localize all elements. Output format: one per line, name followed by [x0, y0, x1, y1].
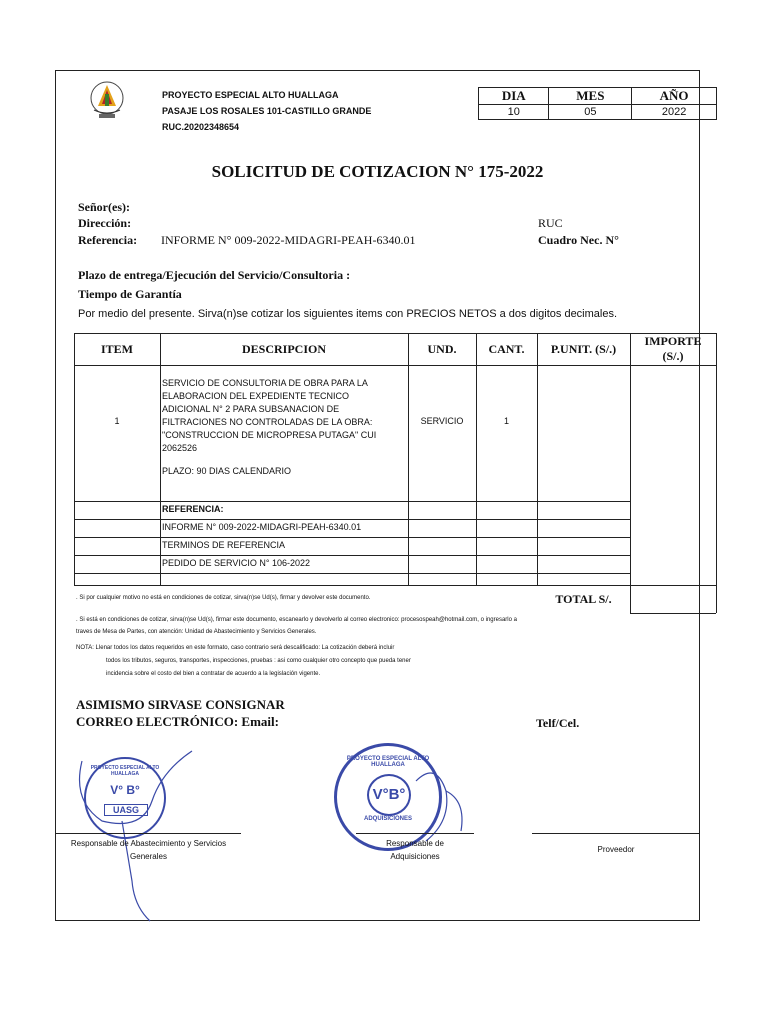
ref-row-1: INFORME N° 009-2022-MIDAGRI-PEAH-6340.01	[162, 522, 362, 532]
signature-line-1	[56, 833, 241, 834]
col-importe-unit: (S/.)	[662, 349, 684, 363]
intro-text: Por medio del presente. Sirva(n)se cotizar los siguientes items con PRECIOS NETOS a dos digitos decimales.	[78, 308, 618, 320]
signature-line-3	[532, 833, 700, 834]
garantia-label: Tiempo de Garantía	[78, 287, 182, 301]
signature-label-adquisiciones: Responsable de Adquisiciones	[386, 839, 444, 861]
org-address: PASAJE LOS ROSALES 101-CASTILLO GRANDE	[162, 106, 372, 116]
cuadro-label: Cuadro Nec. N°	[538, 233, 619, 247]
total-label: TOTAL S/.	[555, 592, 612, 606]
month-value: 05	[549, 105, 632, 120]
day-header: DIA	[479, 88, 549, 105]
document-page	[55, 70, 700, 921]
note-line-5: todos los tributos, seguros, transportes, inspecciones, pruebas : asi como cualquier otro concepto que pueda tener	[106, 658, 411, 664]
referencia-heading: REFERENCIA:	[162, 504, 224, 514]
row-und: SERVICIO	[420, 416, 464, 426]
ref-row-2: TERMINOS DE REFERENCIA	[162, 540, 286, 550]
year-value: 2022	[632, 105, 717, 120]
signature-label-abastecimiento: Responsable de Abastecimiento y Servicios Generales	[70, 839, 227, 861]
org-name: PROYECTO ESPECIAL ALTO HUALLAGA	[162, 90, 339, 100]
consign-email-label: CORREO ELECTRÓNICO: Email:	[76, 714, 279, 729]
ruc-label: RUC	[538, 216, 563, 230]
col-und: UND.	[427, 342, 457, 356]
col-descripcion: DESCRIPCION	[241, 342, 326, 356]
referencia-label: Referencia:	[78, 233, 138, 247]
signature-line-2	[356, 833, 474, 834]
direccion-label: Dirección:	[78, 216, 132, 230]
col-item: ITEM	[100, 342, 133, 356]
uasg-stamp: PROYECTO ESPECIAL ALTO HUALLAGA V° B° UASG	[84, 757, 166, 839]
note-line-4: NOTA: Llenar todos los datos requeridos en este formato, caso contrario será descalificado: La cotización deberá incluir	[76, 645, 395, 651]
note-line-2: . Si está en condiciones de cotizar, sirva(n)se Ud(s), firmar este documento, escanearlo y devolverlo al correo electronico: procesospeah@hotmail.com, o ingresarlo a	[76, 617, 517, 623]
note-line-1: . Si por cualquier motivo no está en condiciones de cotizar, sirva(n)se Ud(s), firmar y devolver este documento.	[76, 595, 371, 601]
row-description: SERVICIO DE CONSULTORIA DE OBRA PARA LA ELABORACION DEL EXPEDIENTE TECNICO ADICIONAL N° 2 PARA SUBSANACION DE FILTRACIONES NO CONTROLADAS DE LA OBRA: "CONSTRUCCION DE MICROPRESA PUTAGA" CUI 2062526 PLAZO: 90 DIAS CALENDARIO	[162, 378, 377, 476]
note-line-6: incidencia sobre el costo del bien a contratar de acuerdo a la legislación vigente.	[106, 671, 321, 677]
col-punit: P.UNIT. (S/.)	[550, 342, 617, 356]
signature-scribble	[62, 691, 242, 931]
plazo-label: Plazo de entrega/Ejecución del Servicio/Consultoria :	[78, 268, 351, 282]
adquisiciones-stamp: PROYECTO ESPECIAL ALTO HUALLAGA V°B° ADQUISICIONES	[334, 743, 442, 851]
row-plazo: PLAZO: 90 DIAS CALENDARIO	[162, 466, 292, 476]
document-title: SOLICITUD DE COTIZACION N° 175-2022	[211, 162, 544, 181]
senor-label: Señor(es):	[78, 200, 130, 214]
telf-label: Telf/Cel.	[536, 716, 580, 730]
day-value: 10	[479, 105, 549, 120]
col-cant: CANT.	[488, 342, 525, 356]
note-line-3: traves de Mesa de Partes, con atención: Unidad de Abastecimiento y Servicios Generales.	[76, 629, 317, 635]
year-header: AÑO	[632, 88, 717, 105]
date-box	[478, 87, 717, 120]
row-cant: 1	[503, 416, 509, 426]
month-header: MES	[549, 88, 632, 105]
ref-row-3: PEDIDO DE SERVICIO N° 106-2022	[162, 558, 310, 568]
row-item: 1	[114, 416, 120, 426]
org-ruc: RUC.20202348654	[162, 122, 240, 132]
signature-label-proveedor: Proveedor	[597, 845, 635, 854]
col-importe: IMPORTE	[644, 334, 702, 348]
referencia-value: INFORME N° 009-2022-MIDAGRI-PEAH-6340.01	[161, 233, 416, 247]
organization-logo	[88, 80, 126, 120]
consign-line-1: ASIMISMO SIRVASE CONSIGNAR	[76, 697, 285, 712]
